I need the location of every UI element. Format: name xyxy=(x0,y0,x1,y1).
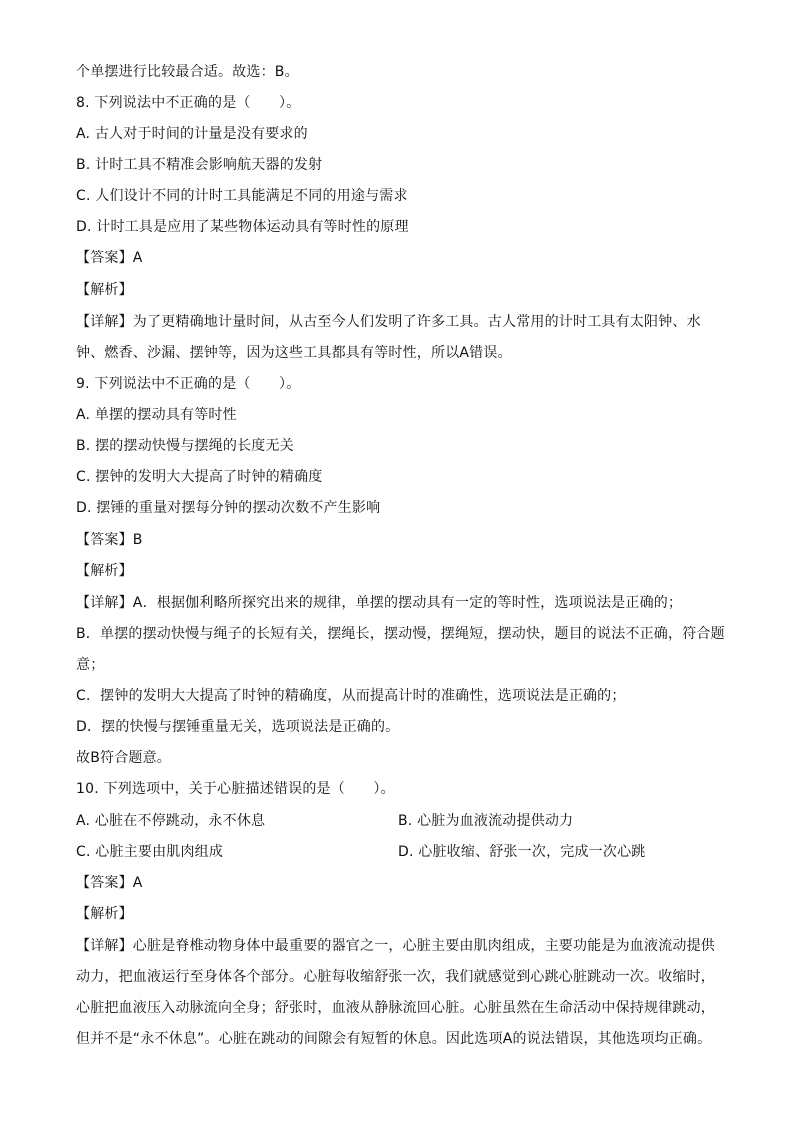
question-9-option-b: B. 摆的摆动快慢与摆绳的长度无关 xyxy=(76,438,294,454)
question-10-option-a: A. 心脏在不停跳动，永不休息 xyxy=(76,813,266,829)
question-10-detail-line-2: 动力，把血液运行至身体各个部分。心脏每收缩舒张一次，我们就感觉到心跳心脏跳动一次。收缩时， xyxy=(76,969,715,985)
question-8-option-b: B. 计时工具不精准会影响航天器的发射 xyxy=(76,157,323,173)
prev-answer-tail: 个单摆进行比较最合适。故选：B。 xyxy=(76,64,299,80)
question-10-detail-line-1: 【详解】心脏是脊椎动物身体中最重要的器官之一，心脏主要由肌肉组成，主要功能是为血液流动提供 xyxy=(76,938,715,954)
question-10-analysis-heading: 【解析】 xyxy=(76,906,133,922)
question-8-option-d: D. 计时工具是应用了某些物体运动具有等时性的原理 xyxy=(76,219,409,235)
question-8-detail-line-1: 【详解】为了更精确地计量时间，从古至今人们发明了许多工具。古人常用的计时工具有太阳钟、水 xyxy=(76,314,701,330)
question-10-options-row-1 xyxy=(76,811,716,831)
question-9-detail-line-1: 【详解】A．根据伽利略所探究出来的规律，单摆的摆动具有一定的等时性，选项说法是正确的； xyxy=(76,595,683,611)
question-10-option-c: C. 心脏主要由肌肉组成 xyxy=(76,844,224,860)
question-9-stem: 9. 下列说法中不正确的是（ ）。 xyxy=(76,376,301,392)
question-10-answer: 【答案】A xyxy=(76,875,143,891)
question-10-stem: 10. 下列选项中，关于心脏描述错误的是（ ）。 xyxy=(76,781,395,797)
question-9-detail-line-6: 故B符合题意。 xyxy=(76,750,172,766)
question-10-option-d: D. 心脏收缩、舒张一次，完成一次心跳 xyxy=(398,844,646,860)
question-9-analysis-heading: 【解析】 xyxy=(76,563,133,579)
question-9-answer: 【答案】B xyxy=(76,532,143,548)
question-10-option-b: B. 心脏为血液流动提供动力 xyxy=(398,813,574,829)
question-9-detail-line-5: D．摆的快慢与摆锤重量无关，选项说法是正确的。 xyxy=(76,719,400,735)
question-9-detail-line-4: C．摆钟的发明大大提高了时钟的精确度，从而提高计时的准确性，选项说法是正确的； xyxy=(76,688,626,704)
question-10-options-row-2 xyxy=(76,842,716,862)
question-9-detail-line-3: 意； xyxy=(76,657,105,673)
question-8-detail-line-2: 钟、燃香、沙漏、摆钟等，因为这些工具都具有等时性，所以A错误。 xyxy=(76,345,512,361)
question-10-detail-line-3: 心脏把血液压入动脉流向全身；舒张时，血液从静脉流回心脏。心脏虽然在生命活动中保持规律跳动， xyxy=(76,1000,715,1016)
question-8-analysis-heading: 【解析】 xyxy=(76,282,133,298)
question-9-option-d: D. 摆锤的重量对摆每分钟的摆动次数不产生影响 xyxy=(76,500,381,516)
question-9-option-a: A. 单摆的摆动具有等时性 xyxy=(76,407,237,423)
question-8-answer: 【答案】A xyxy=(76,250,143,266)
question-9-detail-line-2: B．单摆的摆动快慢与绳子的长短有关，摆绳长，摆动慢，摆绳短，摆动快，题目的说法不正确，符合题 xyxy=(76,626,725,642)
question-8-option-c: C. 人们设计不同的计时工具能满足不同的用途与需求 xyxy=(76,188,408,204)
question-10-detail-line-4: 但并不是“永不休息”。心脏在跳动的间隙会有短暂的休息。因此选项A的说法错误，其他选项均正确。 xyxy=(76,1031,712,1047)
question-9-option-c: C. 摆钟的发明大大提高了时钟的精确度 xyxy=(76,469,323,485)
question-8-stem: 8. 下列说法中不正确的是（ ）。 xyxy=(76,95,301,111)
question-8-option-a: A. 古人对于时间的计量是没有要求的 xyxy=(76,126,308,142)
